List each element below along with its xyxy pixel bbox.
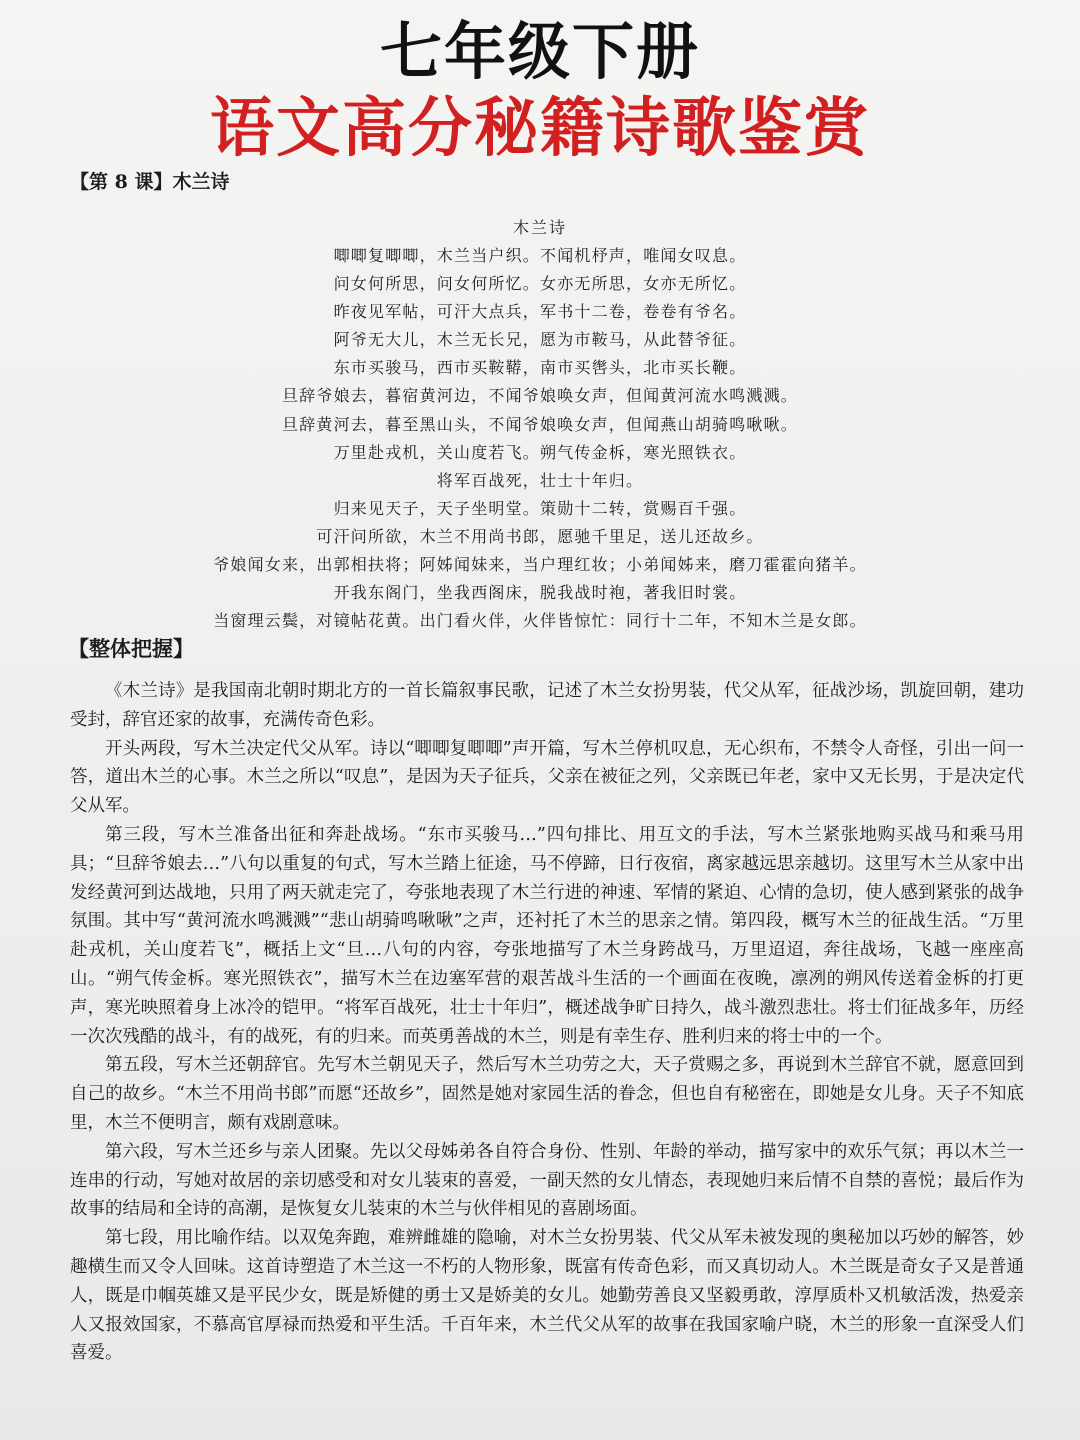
poem-line: 旦辞黄河去，暮至黑山头，不闻爷娘唤女声，但闻燕山胡骑鸣啾啾。: [281, 414, 798, 434]
poem-line: 万里赴戎机，关山度若飞。朔气传金柝，寒光照铁衣。: [333, 442, 747, 462]
poem-line: 昨夜见军帖，可汗大点兵，军书十二卷，卷卷有爷名。: [333, 302, 747, 322]
analysis-paragraph: 开头两段，写木兰决定代父从军。诗以“唧唧复唧唧”声开篇，写木兰停机叹息，无心织布，不禁令人奇怪，引出一问一答，道出木兰的心事。木兰之所以“叹息”，是因为天子征兵，父亲在被征之列，父亲既已年老，家中又无长男，于是决定代父从军。: [70, 738, 1024, 817]
analysis-paragraph: 第七段，用比喻作结。以双兔奔跑，难辨雌雄的隐喻，对木兰女扮男装、代父从军未被发现的奥秘加以巧妙的解答，妙趣横生而又令人回味。这首诗塑造了木兰这一不朽的人物形象，既富有传奇色彩，而又真切动人。木兰既是奇女子又是普通人，既是巾帼英雄又是平民少女，既是矫健的勇士又是娇美的女儿。她勤劳善良又坚毅勇敢，淳厚质朴又机敏活泼，热爱亲人又报效国家，不慕高官厚禄而热爱和平生活。千百年来，木兰代父从军的故事在我国家喻户晓，木兰的形象一直深受人们喜爱。: [70, 1228, 1024, 1364]
lesson-label: 【第 8 课】木兰诗: [70, 171, 230, 193]
poem-block: [0, 214, 1080, 635]
analysis-paragraph: 第五段，写木兰还朝辞官。先写木兰朝见天子，然后写木兰功劳之大，天子赏赐之多，再说到木兰辞官不就，愿意回到自己的故乡。“木兰不用尚书郎”而愿“还故乡”，固然是她对家园生活的眷念，但也自有秘密在，即她是女儿身。天子不知底里，木兰不便明言，颇有戏剧意味。: [70, 1055, 1024, 1133]
poem-line: 归来见天子，天子坐明堂。策勋十二转，赏赐百千强。: [333, 498, 747, 518]
poem-line: 爷娘闻女来，出郭相扶将；阿姊闻妹来，当户理红妆；小弟闻姊来，磨刀霍霍向猪羊。: [213, 555, 867, 575]
poem-title: 木兰诗: [512, 218, 567, 237]
poem-line: 唧唧复唧唧，木兰当户织。不闻机杼声，唯闻女叹息。: [333, 246, 747, 265]
analysis-paragraph: 第六段，写木兰还乡与亲人团聚。先以父母姊弟各自符合身份、性别、年龄的举动，描写家中的欢乐气氛；再以木兰一连串的行动，写她对故居的亲切感受和对女儿装束的喜爱，一副天然的女儿情态，表现她归来后情不自禁的喜悦；最后作为故事的结局和全诗的高潮，是恢复女儿装束的木兰与伙伴相见的喜剧场面。: [70, 1141, 1024, 1220]
poem-line: 东市买骏马，西市买鞍鞯，南市买辔头，北市买长鞭。: [333, 358, 747, 378]
poem-line: 可汗问所欲，木兰不用尚书郎，愿驰千里足，送儿还故乡。: [316, 526, 764, 546]
page-subtitle: 语文高分秘籍诗歌鉴赏: [210, 92, 870, 166]
poem-line: 旦辞爷娘去，暮宿黄河边，不闻爷娘唤女声，但闻黄河流水鸣溅溅。: [281, 386, 798, 406]
analysis-text: [70, 677, 1024, 1368]
poem-line: 阿爷无大儿，木兰无长兄，愿为市鞍马，从此替爷征。: [333, 330, 747, 350]
analysis-paragraph: 《木兰诗》是我国南北朝时期北方的一首长篇叙事民歌，记述了木兰女扮男装，代父从军，征战沙场，凯旋回朝，建功受封，辞官还家的故事，充满传奇色彩。: [70, 681, 1024, 730]
poem-line: 开我东阁门，坐我西阁床，脱我战时袍，著我旧时裳。: [333, 583, 747, 603]
poem-line: 问女何所思，问女何所忆。女亦无所思，女亦无所忆。: [333, 274, 747, 294]
section-heading: 【整体把握】: [68, 636, 194, 661]
analysis-paragraph: 第三段，写木兰准备出征和奔赴战场。“东市买骏马…”四句排比、用互文的手法，写木兰紧张地购买战马和乘马用具；“旦辞爷娘去…”八句以重复的句式，写木兰踏上征途，马不停蹄，日行夜宿，离家越远思亲越切。这里写木兰从家中出发经黄河到达战地，只用了两天就走完了，夸张地表现了木兰行进的神速、军情的紧迫、心情的急切，使人感到紧张的战争氛围。其中写“黄河流水鸣溅溅”“悲山胡骑鸣啾啾”之声，还衬托了木兰的思亲之情。第四段，概写木兰的征战生活。“万里赴戎机，关山度若飞”，概括上文“旦…八句的内容，夸张地描写了木兰身跨战马，万里迢迢，奔往战场，飞越一座座高山。“朔气传金柝。寒光照铁衣”，描写木兰在边塞军营的艰苦战斗生活的一个画面在夜晚，凛冽的朔风传送着金柝的打更声，寒光映照着身上冰冷的铠甲。“将军百战死，壮士十年归”，概述战争旷日持久，战斗激烈悲壮。将士们征战多年，历经一次次残酷的战斗，有的战死，有的归来。而英勇善战的木兰，则是有幸生存、胜利归来的将士中的一个。: [70, 824, 1024, 1047]
poem-line: 将军百战死，壮士十年归。: [436, 470, 644, 490]
page-title: 七年级下册: [379, 15, 700, 88]
poem-line: 当窗理云鬓，对镜帖花黄。出门看火伴，火伴皆惊忙：同行十二年，不知木兰是女郎。: [213, 611, 867, 631]
